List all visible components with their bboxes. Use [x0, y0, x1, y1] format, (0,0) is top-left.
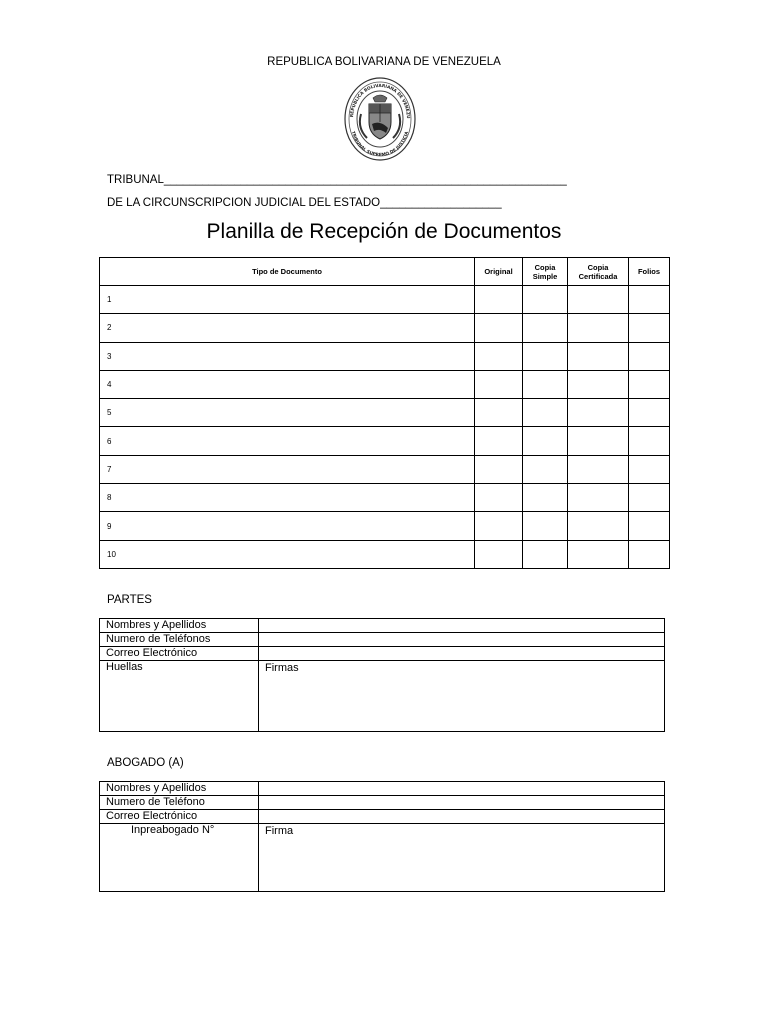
copia-simple-cell[interactable]: [523, 427, 568, 455]
original-cell[interactable]: [475, 512, 523, 540]
partes-correo-field[interactable]: [259, 647, 665, 661]
header-copia-simple-line2: Simple: [532, 271, 558, 281]
abogado-nombres-field[interactable]: [259, 782, 665, 796]
tipo-documento-cell[interactable]: [100, 399, 475, 427]
header-copia-simple: [523, 258, 568, 286]
tipo-documento-cell[interactable]: [100, 314, 475, 342]
tipo-documento-cell[interactable]: [100, 512, 475, 540]
original-cell[interactable]: [475, 314, 523, 342]
original-cell[interactable]: [475, 484, 523, 512]
partes-row-correo: [100, 647, 665, 661]
header-original: Original: [475, 258, 523, 286]
folios-cell[interactable]: [629, 370, 670, 398]
abogado-row-nombres: [100, 782, 665, 796]
tipo-documento-cell[interactable]: [100, 286, 475, 314]
table-row: [100, 286, 670, 314]
original-cell[interactable]: [475, 286, 523, 314]
abogado-row-inpreabogado: [100, 824, 665, 892]
republic-heading: REPUBLICA BOLIVARIANA DE VENEZUELA: [267, 56, 501, 68]
original-cell[interactable]: [475, 455, 523, 483]
tribunal-line: TRIBUNAL_______________________________________________________________: [107, 174, 567, 186]
copia-simple-cell[interactable]: [523, 342, 568, 370]
original-cell[interactable]: [475, 540, 523, 568]
partes-table: [99, 618, 665, 732]
copia-simple-cell[interactable]: [523, 314, 568, 342]
partes-correo-label: Correo Electrónico: [100, 647, 259, 661]
copia-certificada-cell[interactable]: [568, 427, 629, 455]
abogado-table: [99, 781, 665, 892]
tipo-documento-cell[interactable]: [100, 342, 475, 370]
seal-text-bottom: TRIBUNAL SUPREMO DE JUSTICIA: [349, 130, 411, 159]
row-number: 3: [107, 351, 112, 361]
copia-simple-cell[interactable]: [523, 512, 568, 540]
copia-simple-cell[interactable]: [523, 484, 568, 512]
tipo-documento-cell[interactable]: [100, 540, 475, 568]
abogado-inpreabogado-label: Inpreabogado N°: [100, 824, 259, 892]
folios-cell[interactable]: [629, 286, 670, 314]
table-row: [100, 370, 670, 398]
folios-cell[interactable]: [629, 314, 670, 342]
header-copia-simple-line1: Copia: [534, 262, 556, 272]
table-row: [100, 342, 670, 370]
abogado-nombres-label: Nombres y Apellidos: [100, 782, 259, 796]
seal-text-top: REPUBLICA BOLIVARIANA DE VENEZU: [350, 83, 411, 119]
abogado-label: ABOGADO (A): [107, 757, 184, 769]
page-title: Planilla de Recepción de Documentos: [206, 220, 562, 243]
abogado-firma-field[interactable]: Firma: [259, 824, 665, 892]
header-copia-certificada: [568, 258, 629, 286]
copia-certificada-cell[interactable]: [568, 540, 629, 568]
copia-certificada-cell[interactable]: [568, 370, 629, 398]
folios-cell[interactable]: [629, 399, 670, 427]
table-row: [100, 314, 670, 342]
folios-cell[interactable]: [629, 427, 670, 455]
copia-certificada-cell[interactable]: [568, 512, 629, 540]
row-number: 4: [107, 380, 112, 390]
partes-telefonos-label: Numero de Teléfonos: [100, 633, 259, 647]
abogado-row-telefono: [100, 796, 665, 810]
abogado-correo-field[interactable]: [259, 810, 665, 824]
copia-simple-cell[interactable]: [523, 455, 568, 483]
copia-certificada-cell[interactable]: [568, 314, 629, 342]
row-number: 6: [107, 436, 112, 446]
original-cell[interactable]: [475, 399, 523, 427]
folios-cell[interactable]: [629, 540, 670, 568]
circunscripcion-line: DE LA CIRCUNSCRIPCION JUDICIAL DEL ESTADO___________________: [107, 197, 502, 209]
header-tipo-documento: Tipo de Documento: [100, 258, 475, 286]
copia-simple-cell[interactable]: [523, 399, 568, 427]
row-number: 2: [107, 323, 112, 333]
copia-certificada-cell[interactable]: [568, 342, 629, 370]
partes-nombres-field[interactable]: [259, 619, 665, 633]
partes-firmas-field[interactable]: Firmas: [259, 661, 665, 732]
table-row: [100, 540, 670, 568]
row-number: 9: [107, 521, 112, 531]
abogado-correo-label: Correo Electrónico: [100, 810, 259, 824]
header-copia-cert-line2: Certificada: [578, 271, 618, 281]
copia-certificada-cell[interactable]: [568, 399, 629, 427]
tipo-documento-cell[interactable]: [100, 455, 475, 483]
table-row: [100, 399, 670, 427]
header-copia-cert-line1: Copia: [587, 262, 609, 272]
row-number: 7: [107, 464, 112, 474]
header-folios: Folios: [629, 258, 670, 286]
row-number: 8: [107, 493, 112, 503]
abogado-telefono-label: Numero de Teléfono: [100, 796, 259, 810]
copia-certificada-cell[interactable]: [568, 455, 629, 483]
row-number: 5: [107, 408, 112, 418]
original-cell[interactable]: [475, 370, 523, 398]
table-row: [100, 512, 670, 540]
original-cell[interactable]: [475, 427, 523, 455]
documents-table: [99, 257, 670, 569]
partes-telefonos-field[interactable]: [259, 633, 665, 647]
original-cell[interactable]: [475, 342, 523, 370]
abogado-telefono-field[interactable]: [259, 796, 665, 810]
tribunal-seal-icon: [343, 76, 417, 162]
copia-simple-cell[interactable]: [523, 540, 568, 568]
documents-header-row: [100, 258, 670, 286]
partes-huellas-label: Huellas: [100, 661, 259, 732]
table-row: [100, 455, 670, 483]
folios-cell[interactable]: [629, 512, 670, 540]
partes-label: PARTES: [107, 594, 152, 606]
copia-certificada-cell[interactable]: [568, 484, 629, 512]
folios-cell[interactable]: [629, 342, 670, 370]
partes-row-huellas: [100, 661, 665, 732]
partes-row-telefonos: [100, 633, 665, 647]
partes-row-nombres: [100, 619, 665, 633]
copia-certificada-cell[interactable]: [568, 286, 629, 314]
folios-cell[interactable]: [629, 484, 670, 512]
row-number: 1: [107, 295, 112, 305]
tipo-documento-cell[interactable]: [100, 427, 475, 455]
abogado-row-correo: [100, 810, 665, 824]
table-row: [100, 427, 670, 455]
partes-nombres-label: Nombres y Apellidos: [100, 619, 259, 633]
copia-simple-cell[interactable]: [523, 370, 568, 398]
tipo-documento-cell[interactable]: [100, 370, 475, 398]
folios-cell[interactable]: [629, 455, 670, 483]
row-number: 10: [107, 549, 116, 559]
table-row: [100, 484, 670, 512]
tipo-documento-cell[interactable]: [100, 484, 475, 512]
copia-simple-cell[interactable]: [523, 286, 568, 314]
